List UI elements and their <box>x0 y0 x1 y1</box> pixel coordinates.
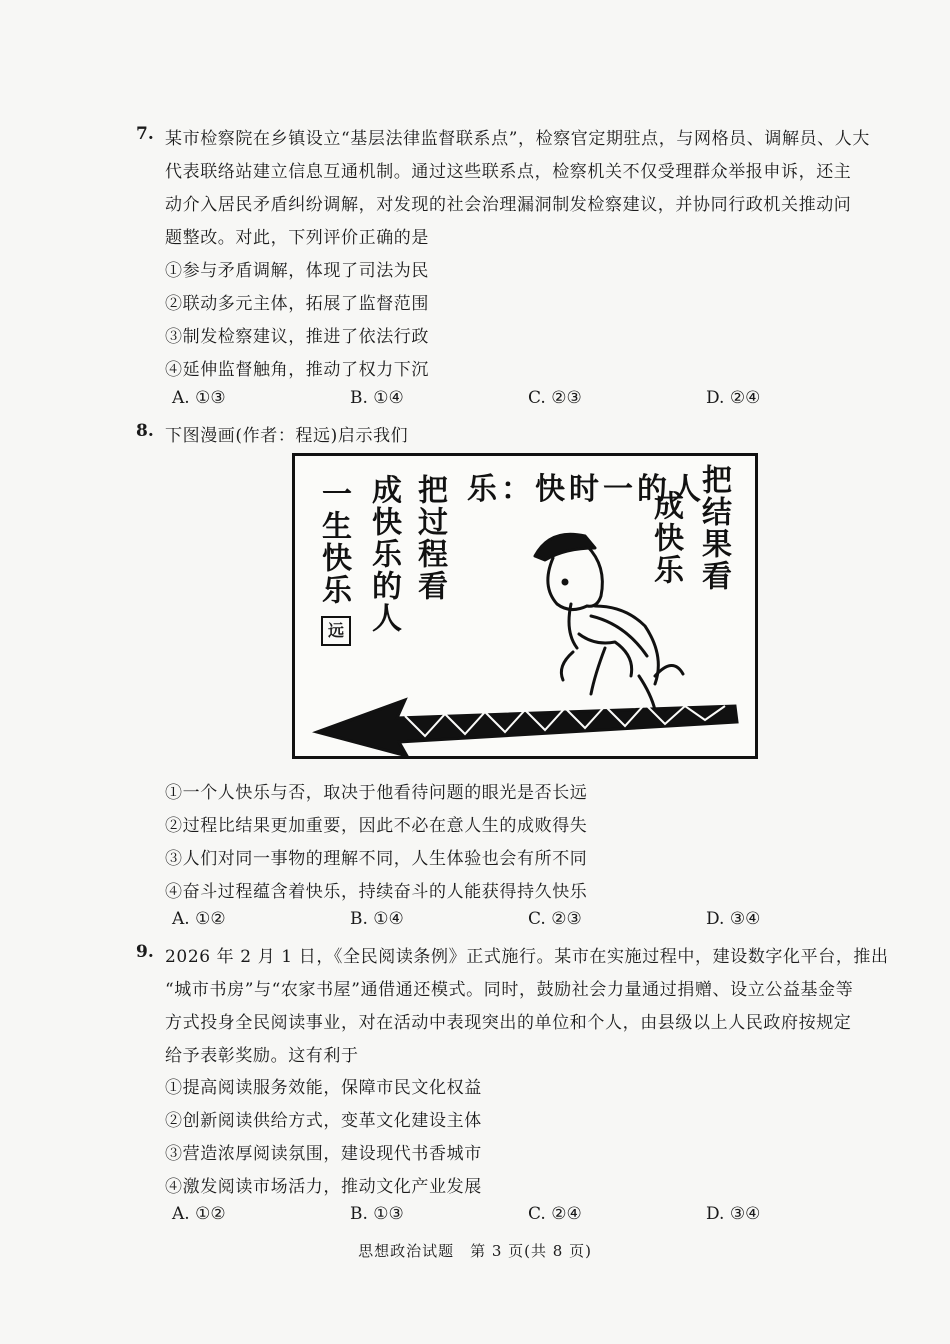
question-9-line-2: “城市书房”与“农家书屋”通借通还模式。同时，鼓励社会力量通过捐赠、设立公益基金等 <box>165 980 854 1000</box>
question-9-option-d[interactable]: D. ③④ <box>706 1204 761 1224</box>
question-7-statement-1: ①参与矛盾调解，体现了司法为民 <box>165 261 429 281</box>
question-7-line-1: 某市检察院在乡镇设立“基层法律监督联系点”，检察官定期驻点，与网格员、调解员、人大 <box>165 129 870 149</box>
walking-man-figure <box>535 534 683 710</box>
question-8-number: 8. <box>136 421 154 441</box>
question-9-line-4: 给予表彰奖励。这有利于 <box>165 1046 359 1066</box>
question-9-line-3: 方式投身全民阅读事业，对在活动中表现突出的单位和个人，由县级以上人民政府按规定 <box>165 1013 852 1033</box>
cartoon-text-mid-1: 成快乐的人 <box>366 474 401 634</box>
question-7-line-3: 动介入居民矛盾纠纷调解，对发现的社会治理漏洞制发检察建议，并协同行政机关推动问 <box>165 195 852 215</box>
question-7-line-4: 题整改。对此，下列评价正确的是 <box>165 228 429 248</box>
cartoon-drawing <box>295 456 758 759</box>
cartoon-text-mid-2: 把过程看 <box>412 474 447 602</box>
question-7-option-b[interactable]: B. ①④ <box>350 388 404 408</box>
question-8-statement-1: ①一个人快乐与否，取决于他看待问题的眼光是否长远 <box>165 783 588 803</box>
question-9-option-a[interactable]: A. ①② <box>172 1204 226 1224</box>
cartoon-text-lifetime-happy: 一生快乐 <box>316 478 351 606</box>
question-8-option-a[interactable]: A. ①② <box>172 909 226 929</box>
question-7-option-c[interactable]: C. ②③ <box>528 388 582 408</box>
cartoon-text-right-2: 把结果看 <box>696 464 731 592</box>
question-8-statement-3: ③人们对同一事物的理解不同，人生体验也会有所不同 <box>165 849 588 869</box>
question-8-option-b[interactable]: B. ①④ <box>350 909 404 929</box>
cartoon-signature-seal: 远 <box>321 616 351 646</box>
page-footer: 思想政治试题 第 3 页(共 8 页) <box>358 1242 592 1260</box>
question-8-statement-4: ④奋斗过程蕴含着快乐，持续奋斗的人能获得持久快乐 <box>165 882 588 902</box>
question-7-statement-3: ③制发检察建议，推进了依法行政 <box>165 327 429 347</box>
question-9-statement-1: ①提高阅读服务效能，保障市民文化权益 <box>165 1078 482 1098</box>
question-9-line-1: 2026 年 2 月 1 日，《全民阅读条例》正式施行。某市在实施过程中，建设数字化平台，推出 <box>165 947 889 967</box>
question-7-option-d[interactable]: D. ②④ <box>706 388 761 408</box>
question-8-option-c[interactable]: C. ②③ <box>528 909 582 929</box>
question-9-statement-3: ③营造浓厚阅读氛围，建设现代书香城市 <box>165 1144 482 1164</box>
cartoon-image <box>292 453 758 759</box>
question-7-statement-4: ④延伸监督触角，推动了权力下沉 <box>165 360 429 380</box>
arrow-path <box>317 700 737 756</box>
question-9-statement-2: ②创新阅读供给方式，变革文化建设主体 <box>165 1111 482 1131</box>
question-8-line-1: 下图漫画(作者：程远)启示我们 <box>165 426 409 446</box>
question-7-option-a[interactable]: A. ①③ <box>172 388 226 408</box>
question-9-number: 9. <box>136 942 154 962</box>
cartoon-text-right-1: 成快乐 <box>648 490 683 586</box>
question-9-statement-4: ④激发阅读市场活力，推动文化产业发展 <box>165 1177 482 1197</box>
cartoon-text-top: 乐：快时一的人 <box>467 472 705 507</box>
question-8-statement-2: ②过程比结果更加重要，因此不必在意人生的成败得失 <box>165 816 588 836</box>
question-9-option-c[interactable]: C. ②④ <box>528 1204 582 1224</box>
question-8-option-d[interactable]: D. ③④ <box>706 909 761 929</box>
question-9-option-b[interactable]: B. ①③ <box>350 1204 404 1224</box>
question-7-line-2: 代表联络站建立信息互通机制。通过这些联系点，检察机关不仅受理群众举报申诉，还主 <box>165 162 852 182</box>
question-7-statement-2: ②联动多元主体，拓展了监督范围 <box>165 294 429 314</box>
question-7-number: 7. <box>136 124 154 144</box>
